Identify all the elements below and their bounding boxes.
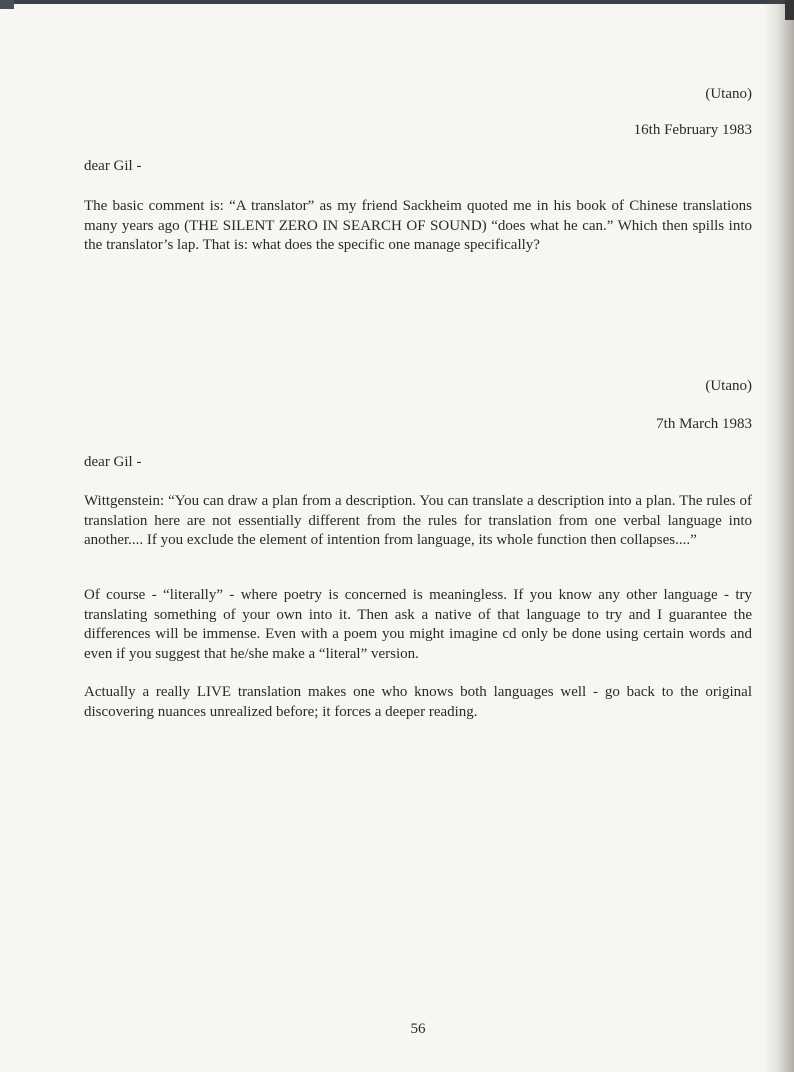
page-content <box>84 0 752 1072</box>
letter-2-paragraph-1: Wittgenstein: “You can draw a plan from a description. You can translate a description into a plan. The rules of translation here are not essentially different from the rules for translation from one verbal language into another.... If you exclude the element of intention from language, its whole function then collapses....” <box>84 493 752 548</box>
letter-1-date: 16th February 1983 <box>633 122 752 138</box>
page-corner-shadow <box>0 0 14 9</box>
book-spine-shadow <box>764 0 794 1072</box>
letter-2-salutation: dear Gil - <box>84 454 142 470</box>
letter-1-place: (Utano) <box>705 86 752 102</box>
letter-2-paragraph-2: Of course - “literally” - where poetry is concerned is meaningless. If you know any other language - try translating something of your own into it. Then ask a native of that language to try and I guarantee the differences will be immense. Even with a poem you might imagine cd only be done using certain words and even if you suggest that he/she make a “literal” version. <box>84 587 752 662</box>
letter-2-place: (Utano) <box>705 378 752 394</box>
letter-1-paragraph: The basic comment is: “A translator” as my friend Sackheim quoted me in his book of Chinese translations many years ago (THE SILENT ZERO IN SEARCH OF SOUND) “does what he can.” Which then spills into the translator’s lap. That is: what does the specific one manage specifically? <box>84 198 752 253</box>
page-number: 56 <box>410 1021 426 1037</box>
letter-2-paragraph-3: Actually a really LIVE translation makes one who knows both languages well - go back to the original discovering nuances unrealized before; it forces a deeper reading. <box>84 684 752 720</box>
letter-1-salutation: dear Gil - <box>84 158 142 174</box>
letter-2-date: 7th March 1983 <box>656 416 752 432</box>
